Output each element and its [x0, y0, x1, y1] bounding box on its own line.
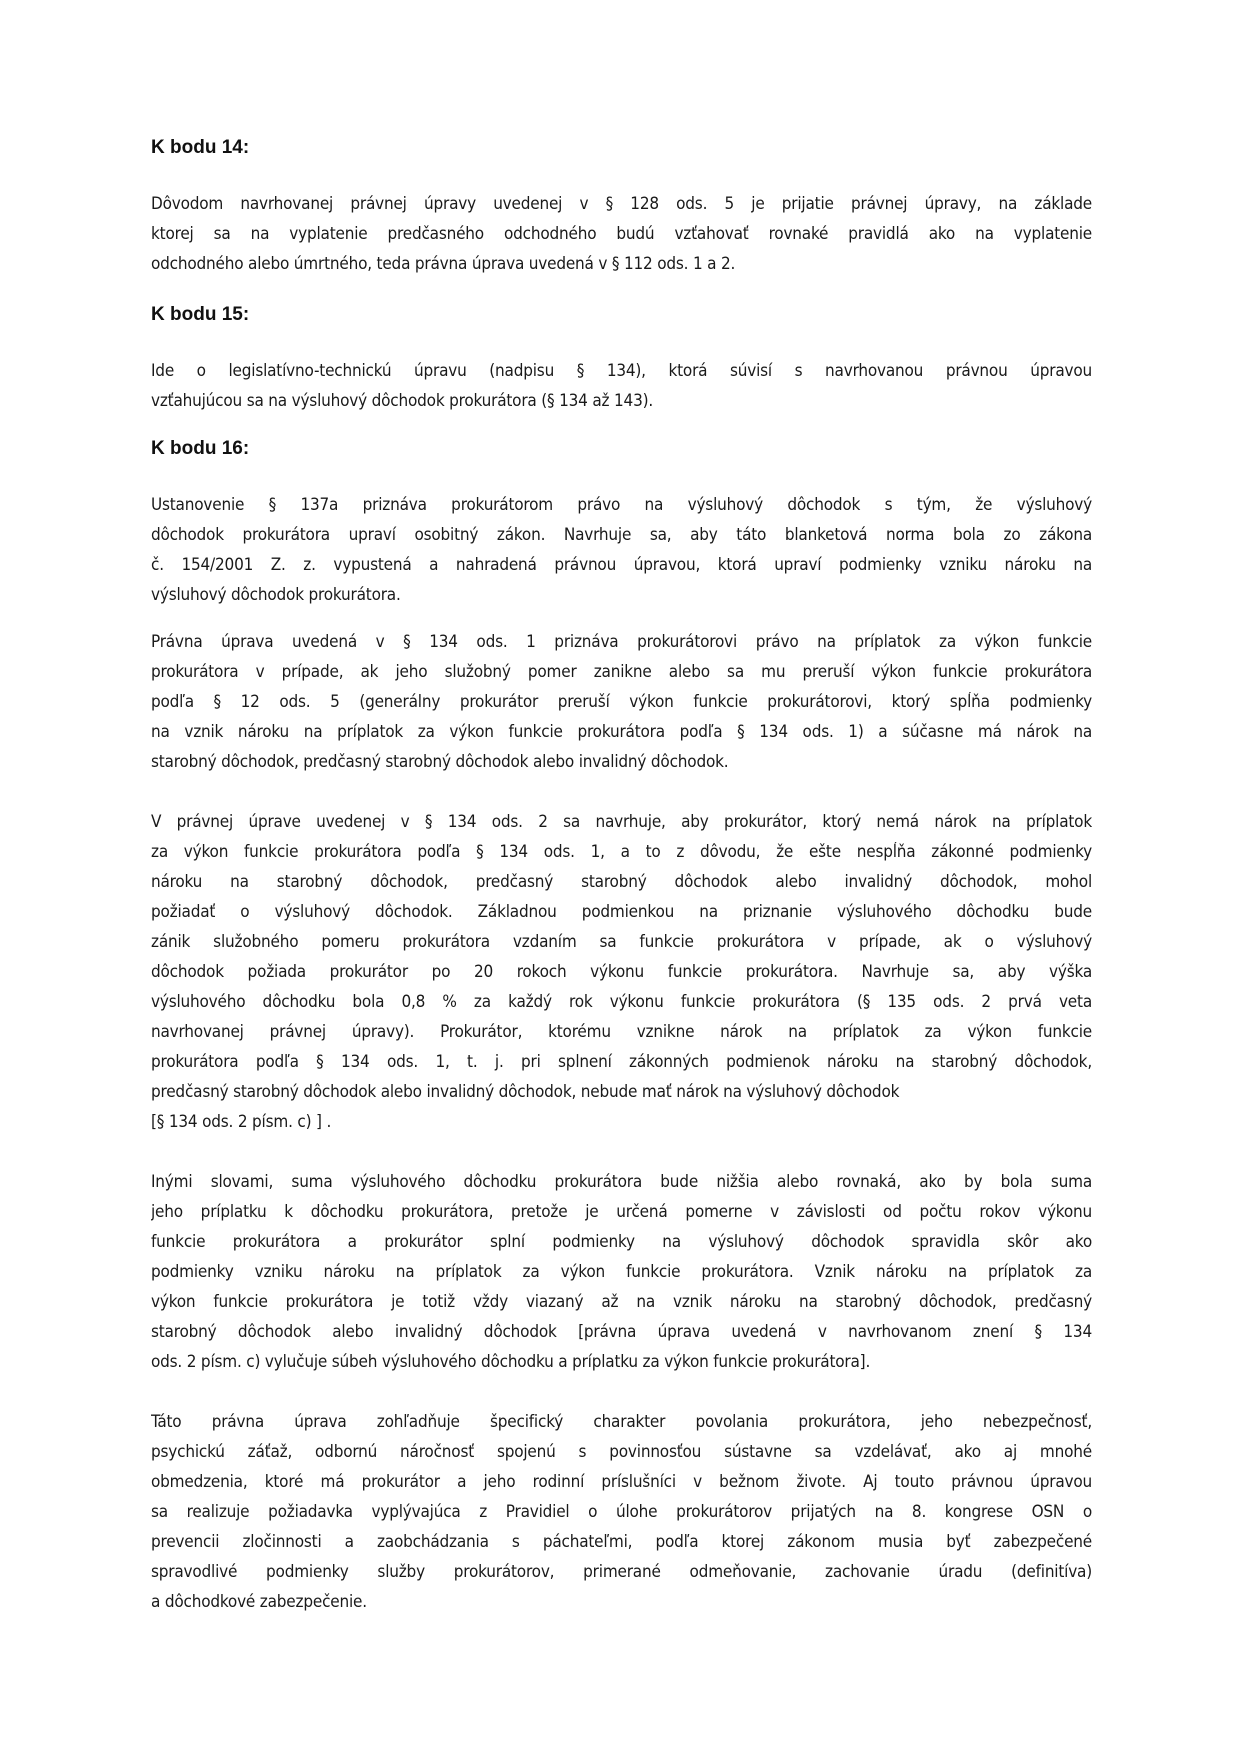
section-heading-16: K bodu 16:: [151, 438, 250, 459]
text-line: ods. 2 písm. c) vylučuje súbeh výsluhového dôchodku a príplatku za výkon funkcie prokurátora].: [151, 1352, 871, 1372]
text-line: prokurátora podľa § 134 ods. 1, t. j. pri splnení zákonných podmienok nároku na starobný dôchodok,: [151, 1052, 1092, 1072]
text-line: Táto právna úprava zohľadňuje špecifický charakter povolania prokurátora, jeho nebezpečnosť,: [151, 1412, 1092, 1432]
text-line: požiadať o výsluhový dôchodok. Základnou podmienkou na priznanie výsluhového dôchodku bude: [151, 902, 1092, 922]
text-line: dôchodok prokurátora upraví osobitný zákon. Navrhuje sa, aby táto blanketová norma bola zo zákona: [151, 525, 1092, 545]
text-line: obmedzenia, ktoré má prokurátor a jeho rodinní príslušníci v bežnom živote. Aj touto právnou úpravou: [151, 1472, 1092, 1492]
text-line: starobný dôchodok alebo invalidný dôchodok [právna úprava uvedená v navrhovanom znení § 134: [151, 1322, 1092, 1342]
text-line: vzťahujúcou sa na výsluhový dôchodok prokurátora (§ 134 až 143).: [151, 391, 654, 411]
text-line: za výkon funkcie prokurátora podľa § 134 ods. 1, a to z dôvodu, že ešte nespĺňa zákonné podmienky: [151, 842, 1092, 862]
text-line: nároku na starobný dôchodok, predčasný starobný dôchodok alebo invalidný dôchodok, mohol: [151, 872, 1092, 892]
text-line: výsluhového dôchodku bola 0,8 % za každý rok výkonu funkcie prokurátora (§ 135 ods. 2 prvá veta: [151, 992, 1092, 1012]
text-line: Právna úprava uvedená v § 134 ods. 1 priznáva prokurátorovi právo na príplatok za výkon funkcie: [151, 632, 1092, 652]
text-line: [§ 134 ods. 2 písm. c) ] .: [151, 1112, 332, 1132]
text-line: č. 154/2001 Z. z. vypustená a nahradená právnou úpravou, ktorá upraví podmienky vzniku nároku na: [151, 555, 1092, 575]
text-line: zánik služobného pomeru prokurátora vzdaním sa funkcie prokurátora v prípade, ak o výsluhový: [151, 932, 1092, 952]
text-line: starobný dôchodok, predčasný starobný dôchodok alebo invalidný dôchodok.: [151, 752, 729, 772]
text-line: funkcie prokurátora a prokurátor splní podmienky na výsluhový dôchodok spravidla skôr ako: [151, 1232, 1092, 1252]
text-line: spravodlivé podmienky služby prokurátorov, primerané odmeňovanie, zachovanie úradu (definitíva): [151, 1562, 1092, 1582]
text-line: Dôvodom navrhovanej právnej úpravy uvedenej v § 128 ods. 5 je prijatie právnej úpravy, na základe: [151, 194, 1092, 214]
text-line: psychickú záťaž, odbornú náročnosť spojenú s povinnosťou sústavne sa vzdelávať, ako aj mnohé: [151, 1442, 1092, 1462]
text-line: výkon funkcie prokurátora je totiž vždy viazaný až na vznik nároku na starobný dôchodok, predčasný: [151, 1292, 1092, 1312]
text-line: Inými slovami, suma výsluhového dôchodku prokurátora bude nižšia alebo rovnaká, ako by bola suma: [151, 1172, 1092, 1192]
text-line: V právnej úprave uvedenej v § 134 ods. 2 sa navrhuje, aby prokurátor, ktorý nemá nárok na príplatok: [151, 812, 1092, 832]
text-line: odchodného alebo úmrtného, teda právna úprava uvedená v § 112 ods. 1 a 2.: [151, 254, 736, 274]
text-line: Ustanovenie § 137a priznáva prokurátorom právo na výsluhový dôchodok s tým, že výsluhový: [151, 495, 1092, 515]
section-heading-14: K bodu 14:: [151, 137, 250, 158]
text-line: na vznik nároku na príplatok za výkon funkcie prokurátora podľa § 134 ods. 1) a súčasne má nárok na: [151, 722, 1092, 742]
text-line: prevencii zločinnosti a zaobchádzania s páchateľmi, podľa ktorej zákonom musia byť zabezpečené: [151, 1532, 1092, 1552]
text-line: výsluhový dôchodok prokurátora.: [151, 585, 401, 605]
text-line: sa realizuje požiadavka vyplývajúca z Pravidiel o úlohe prokurátorov prijatých na 8. kongrese OSN o: [151, 1502, 1092, 1522]
text-line: predčasný starobný dôchodok alebo invalidný dôchodok, nebude mať nárok na výsluhový dôchodok: [151, 1082, 900, 1102]
text-line: dôchodok požiada prokurátor po 20 rokoch výkonu funkcie prokurátora. Navrhuje sa, aby výška: [151, 962, 1092, 982]
text-line: navrhovanej právnej úpravy). Prokurátor, ktorému vznikne nárok na príplatok za výkon funkcie: [151, 1022, 1092, 1042]
text-line: prokurátora v prípade, ak jeho služobný pomer zanikne alebo sa mu preruší výkon funkcie prokurátora: [151, 662, 1092, 682]
text-line: ktorej sa na vyplatenie predčasného odchodného budú vzťahovať rovnaké pravidlá ako na vyplatenie: [151, 224, 1092, 244]
text-line: a dôchodkové zabezpečenie.: [151, 1592, 367, 1612]
text-line: podmienky vzniku nároku na príplatok za výkon funkcie prokurátora. Vznik nároku na príplatok za: [151, 1262, 1092, 1282]
text-line: Ide o legislatívno-technickú úpravu (nadpisu § 134), ktorá súvisí s navrhovanou právnou úpravou: [151, 361, 1092, 381]
section-heading-15: K bodu 15:: [151, 304, 250, 325]
text-line: jeho príplatku k dôchodku prokurátora, pretože je určená pomerne v závislosti od počtu rokov výkonu: [151, 1202, 1092, 1222]
text-line: podľa § 12 ods. 5 (generálny prokurátor preruší výkon funkcie prokurátorovi, ktorý spĺňa podmienky: [151, 692, 1092, 712]
